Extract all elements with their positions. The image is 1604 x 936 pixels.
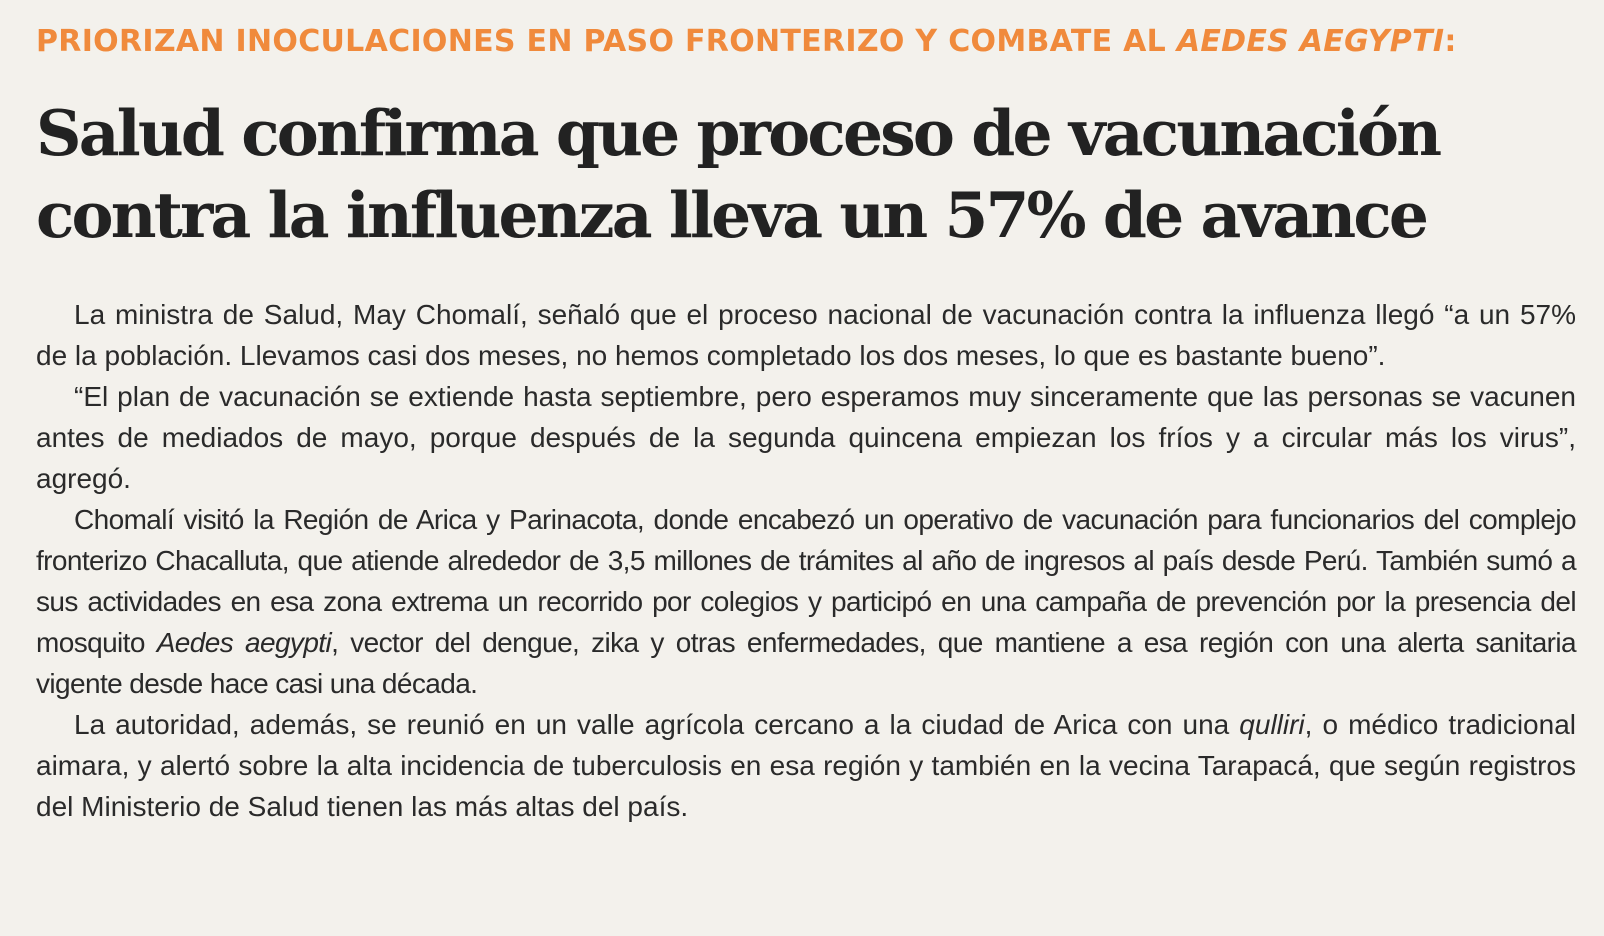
paragraph-3-italic: Aedes aegypti xyxy=(156,627,332,658)
paragraph-1: La ministra de Salud, May Chomalí, señaló que el proceso nacional de vacunación contra la influenza llegó “a un 57% de la población. Llevamos casi dos meses, no hemos completado los dos meses, lo que es bastante bueno”. xyxy=(36,299,1576,371)
paragraph-3 xyxy=(36,499,1576,704)
paragraph-4-text-a: La autoridad, además, se reunió en un valle agrícola cercano a la ciudad de Arica con una xyxy=(74,709,1240,740)
paragraph-4-text-b: , o médico tradicional aimara, y alertó sobre la alta incidencia de tuberculosis en esa región y también en la vecina Tarapacá, que según registros del Ministerio de Salud tienen las más altas del país. xyxy=(36,709,1576,822)
paragraph-3-text-a: Chomalí visitó la Región de Arica y Parinacota, donde encabezó un operativo de vacunación para funcionarios del complejo fronterizo Chacalluta, que atiende alrededor de 3,5 millones de trámites al año de ingresos al país desde Perú. También sumó a sus actividades en esa zona extrema un recorrido por colegios y participó en una campaña de prevención por la presencia del mosquito xyxy=(36,504,1576,658)
paragraph-4-italic: qulliri xyxy=(1239,709,1305,740)
news-article xyxy=(36,22,1576,827)
paragraph-4 xyxy=(36,704,1576,827)
paragraph-3-text-b: , vector del dengue, zika y otras enfermedades, que mantiene a esa región con una alerta sanitaria vigente desde hace casi una década. xyxy=(36,627,1576,699)
kicker-text: PRIORIZAN INOCULACIONES EN PASO FRONTERIZO Y COMBATE AL xyxy=(36,24,1177,59)
kicker-italic: AEDES AEGYPTI xyxy=(1176,24,1445,59)
headline xyxy=(36,92,1576,256)
kicker-suffix: : xyxy=(1444,24,1457,59)
article-body xyxy=(36,294,1576,827)
headline-line-1: Salud confirma que proceso de vacunación xyxy=(36,96,1440,170)
kicker xyxy=(36,22,1576,62)
headline-line-2: contra la influenza lleva un 57% de avance xyxy=(36,178,1427,252)
paragraph-2: “El plan de vacunación se extiende hasta septiembre, pero esperamos muy sinceramente que las personas se vacunen antes de mediados de mayo, porque después de la segunda quincena empiezan los fríos y a circular más los virus”, agregó. xyxy=(36,381,1576,494)
